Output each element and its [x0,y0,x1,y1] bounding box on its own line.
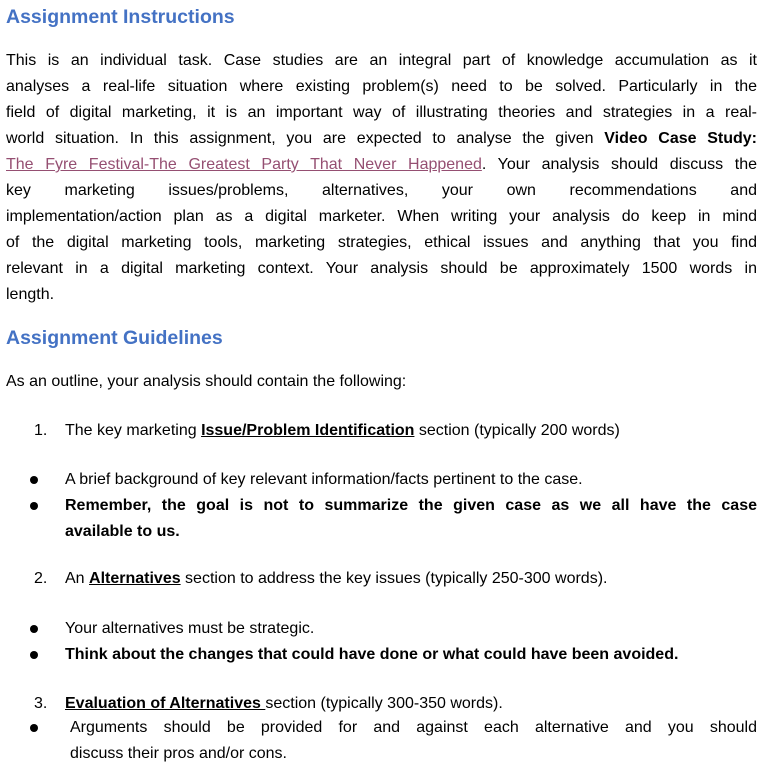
bullet-text-line: Remember, the goal is not to summarize the given case as we all have the case [65,497,757,514]
paragraph-line: implementation/action plan as a digital marketer. When writing your analysis do keep in mind [6,208,757,225]
bullet-icon [30,476,38,484]
item-text: The key marketing [65,422,202,439]
paragraph-line [6,152,757,178]
bullet-icon [30,651,38,659]
item-evaluation [65,691,503,717]
paragraph-line [6,126,757,152]
bullet-text-bold: Think about the changes that could have done or what could have been avoided. [65,646,679,663]
bullet-text-bold [65,493,757,545]
paragraph-line: relevant in a digital marketing context. Your analysis should be approximately 1500 words in [6,260,757,277]
item-bold-text: Evaluation of Alternatives [65,695,266,712]
item-text: An [65,570,90,587]
item-number: 1. [34,422,48,439]
item-text: section to address the key issues (typically 250-300 words). [180,570,608,587]
bullet-text: Your alternatives must be strategic. [65,620,315,637]
paragraph-text: world situation. In this assignment, you are expected to analyse the given [6,130,605,147]
item-bold-text: Issue/Problem Identification [201,422,415,439]
item-issue-identification [65,418,620,444]
paragraph-text: . Your analysis should discuss the [481,156,757,173]
bullet-text [70,715,757,767]
item-text: section (typically 200 words) [414,422,620,439]
bullet-icon [30,625,38,633]
paragraph-line: of the digital marketing tools, marketing strategies, ethical issues and anything that you find [6,234,757,251]
instructions-heading: Assignment Instructions [6,6,235,28]
instructions-paragraph [6,48,757,308]
paragraph-line: This is an individual task. Case studies are an integral part of knowledge accumulation as it [6,52,757,69]
bullet-text-line: discuss their pros and/or cons. [70,745,287,762]
bullet-text: A brief background of key relevant information/facts pertinent to the case. [65,471,583,488]
paragraph-line: length. [6,286,55,303]
paragraph-line: field of digital marketing, it is an important way of illustrating theories and strategies in a real- [6,104,757,121]
bullet-icon [30,724,38,732]
item-number: 2. [34,570,48,587]
item-bold-text: Alternatives [89,570,181,587]
item-alternatives [65,566,607,592]
video-case-study-label: Video Case Study: [604,130,758,147]
bullet-text-line: available to us. [65,523,180,540]
guidelines-intro: As an outline, your analysis should contain the following: [6,373,407,390]
bullet-text-line: Arguments should be provided for and against each alternative and you should [70,719,757,736]
item-number: 3. [34,695,48,712]
bullet-icon [30,502,38,510]
paragraph-line: analyses a real-life situation where existing problem(s) need to be solved. Particularly in the [6,78,757,95]
item-text: section (typically 300-350 words). [265,695,503,712]
case-study-link[interactable]: The Fyre Festival-The Greatest Party That Never Happened [6,156,482,173]
guidelines-heading: Assignment Guidelines [6,327,223,349]
paragraph-line: key marketing issues/problems, alternatives, your own recommendations and [6,182,757,199]
